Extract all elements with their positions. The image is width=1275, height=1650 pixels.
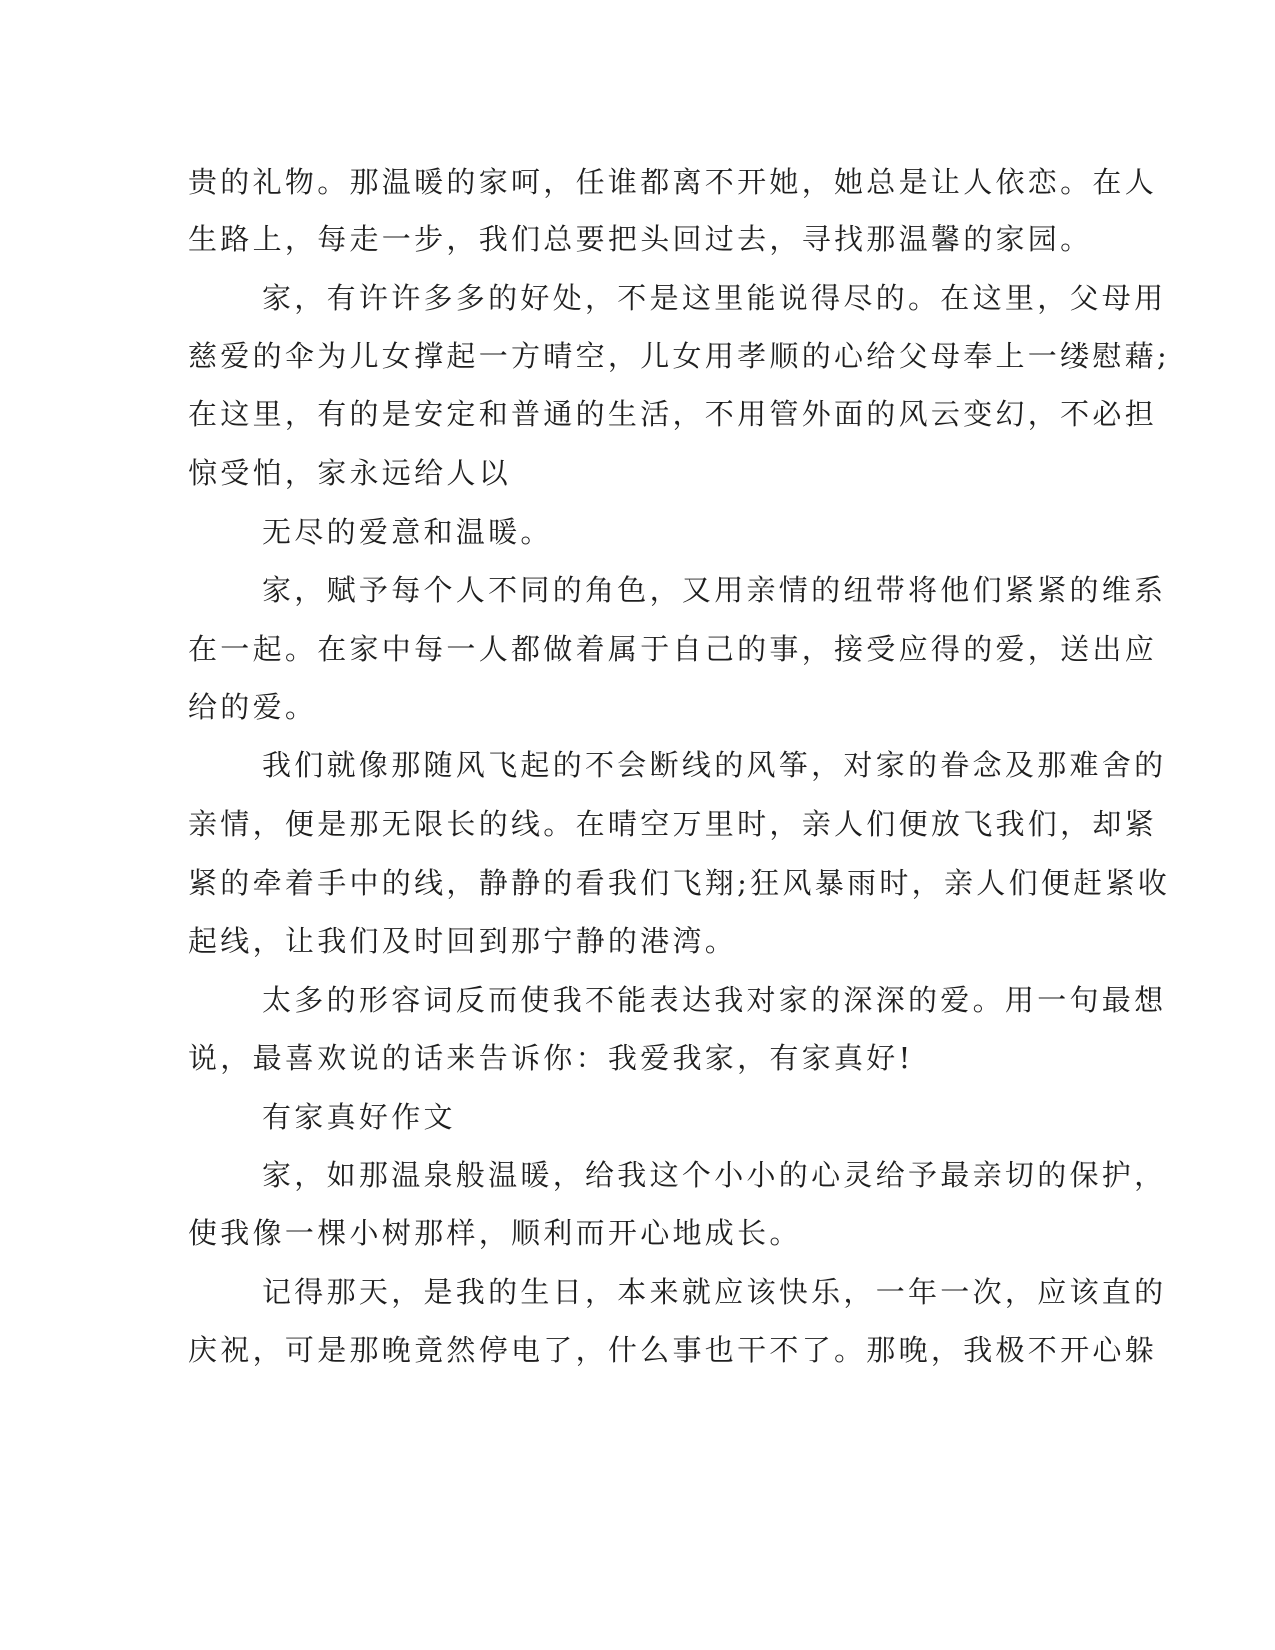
text-line: 庆祝，可是那晚竟然停电了，什么事也干不了。那晚，我极不开心躲 xyxy=(188,1333,1158,1367)
section-heading: 有家真好作文 xyxy=(262,1100,456,1134)
text-line: 紧的牵着手中的线，静静的看我们飞翔;狂风暴雨时，亲人们便赶紧收 xyxy=(188,866,1171,900)
text-line: 给的爱。 xyxy=(188,690,318,724)
text-line: 我们就像那随风飞起的不会断线的风筝，对家的眷念及那难舍的 xyxy=(262,748,1167,782)
text-line: 太多的形容词反而使我不能表达我对家的深深的爱。用一句最想 xyxy=(262,983,1167,1017)
text-line: 记得那天，是我的生日，本来就应该快乐，一年一次，应该直的 xyxy=(262,1275,1167,1309)
text-line: 生路上，每走一步，我们总要把头回过去，寻找那温馨的家园。 xyxy=(188,222,1093,256)
text-line: 在这里，有的是安定和普通的生活，不用管外面的风云变幻，不必担 xyxy=(188,397,1158,431)
text-line: 家，有许许多多的好处，不是这里能说得尽的。在这里，父母用 xyxy=(262,281,1167,315)
text-line: 家，赋予每个人不同的角色，又用亲情的纽带将他们紧紧的维系 xyxy=(262,573,1167,607)
text-line: 在一起。在家中每一人都做着属于自己的事，接受应得的爱，送出应 xyxy=(188,632,1158,666)
text-line: 说，最喜欢说的话来告诉你：我爱我家，有家真好! xyxy=(188,1041,914,1075)
text-line: 使我像一棵小树那样，顺利而开心地成长。 xyxy=(188,1216,802,1250)
text-line: 家，如那温泉般温暖，给我这个小小的心灵给予最亲切的保护， xyxy=(262,1158,1167,1192)
text-line: 贵的礼物。那温暖的家呵，任谁都离不开她，她总是让人依恋。在人 xyxy=(188,165,1158,199)
text-line: 惊受怕，家永远给人以 xyxy=(188,456,512,490)
text-line: 无尽的爱意和温暖。 xyxy=(262,515,553,549)
text-line: 起线，让我们及时回到那宁静的港湾。 xyxy=(188,924,738,958)
text-line: 慈爱的伞为儿女撑起一方晴空，儿女用孝顺的心给父母奉上一缕慰藉; xyxy=(188,339,1171,373)
text-line: 亲情，便是那无限长的线。在晴空万里时，亲人们便放飞我们，却紧 xyxy=(188,807,1158,841)
